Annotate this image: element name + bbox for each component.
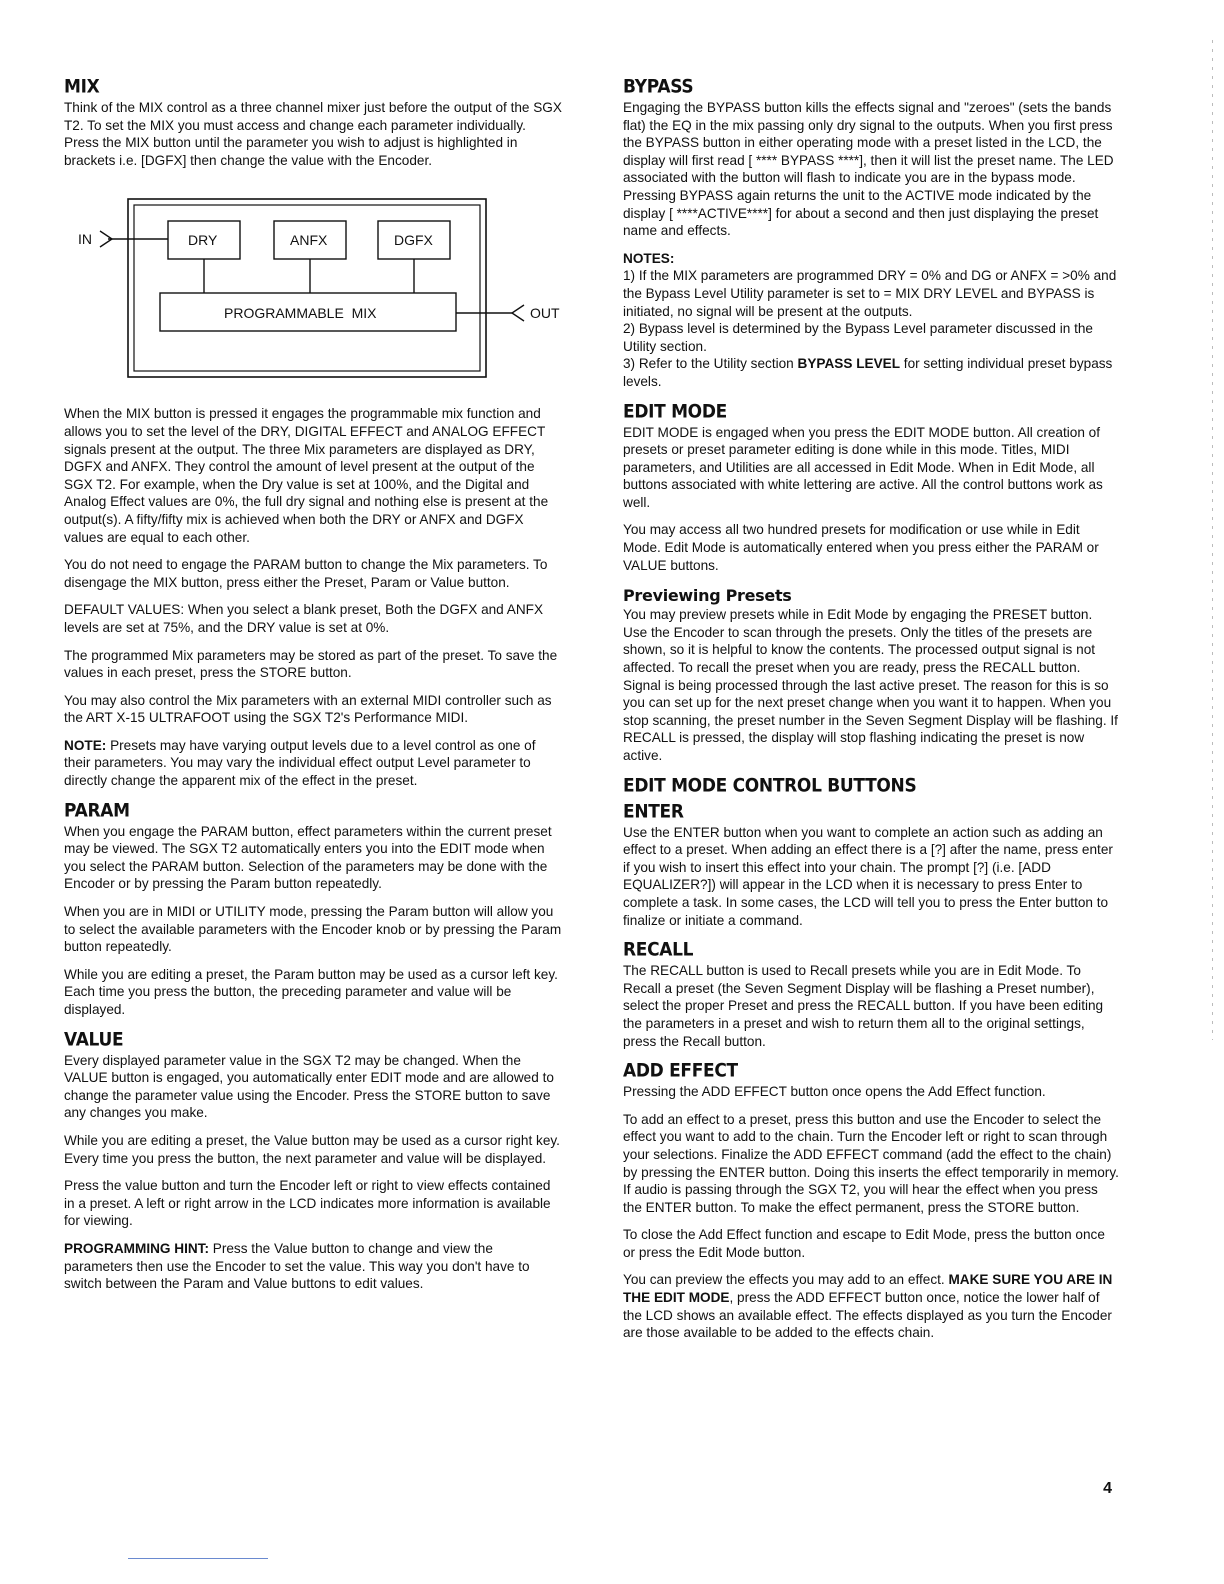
bypass-notes-title: NOTES: [623, 250, 675, 266]
previewing-presets-paragraph: You may preview presets while in Edit Mode by engaging the PRESET button. Use the Encoder to scan through the presets. Only the titles of the presets are shown, so it is helpful to know the contents. The processed output signal is not affected. To recall the preset when you are ready, press the RECALL button. Signal is being processed through the last active preset. The reason for this is so you can set up for the next preset change when you want it to happen. When you stop scanning, the preset number in the Seven Segment Display will be flashing. If RECALL is pressed, the display will stop flashing indicating the preset is now active. [623, 607, 1118, 763]
section-mix [64, 78, 564, 790]
edit-mode-paragraph-1: EDIT MODE is engaged when you press the EDIT MODE button. All creation of presets or preset parameter editing is done while in this mode. Titles, MIDI parameters, and Utilities are all accessed in Edit Mode. When in Edit Mode, all buttons associated with white lettering are active. All the control buttons work as well. [623, 424, 1103, 510]
add-effect-p4-post: , press the ADD EFFECT button once, notice the lower half of the LCD shows an available effect. The effects displayed as you turn the Encoder are those available to be added to the effects chain. [623, 1290, 1112, 1341]
diagram-out-label: OUT [530, 305, 560, 322]
section-enter [623, 800, 1119, 930]
bypass-note-1: 1) If the MIX parameters are programmed DRY = 0% and DG or ANFX = >0% and the Bypass Level Utility parameter is set to = MIX DRY LEVEL and BYPASS is initiated, no signal will be present at the outputs. [623, 268, 1117, 319]
bypass-paragraph-1: Engaging the BYPASS button kills the effects signal and "zeroes" (sets the bands flat) the EQ in the mix passing only dry signal to the outputs. When you first press the BYPASS button in either operating mode with a preset listed in the LCD, the display will first read [ **** BYPASS ****], then it will list the preset name. The LED associated with the button will flash to indicate you are in the bypass mode. Pressing BYPASS again returns the unit to the ACTIVE mode indicated by the display [ ****ACTIVE****] for about a second and then just displaying the preset name and effects. [623, 100, 1114, 239]
value-paragraph-2: While you are editing a preset, the Value button may be used as a cursor right key. Every time you press the button, the next parameter and value will be displayed. [64, 1132, 560, 1166]
value-hint-label: PROGRAMMING HINT: [64, 1240, 209, 1256]
mix-note [64, 737, 564, 790]
enter-paragraph: Use the ENTER button when you want to complete an action such as adding an effect to a preset. When adding an effect there is a [?] after the name, press enter if you wish to insert this effect into your chain. The prompt [?] (i.e. [ADD EQUALIZER?]) will appear in the LCD when it is necessary to press Enter to complete a task. In some cases, the LCD will tell you to press the Enter button to finalize or initiate a command. [623, 824, 1113, 928]
mix-paragraph-2: You do not need to engage the PARAM button to change the Mix parameters. To disengage the MIX button, press either the Preset, Param or Value button. [64, 557, 548, 590]
diagram-programmable-mix: PROGRAMMABLE MIX [224, 305, 377, 322]
param-heading: PARAM [64, 800, 130, 822]
edit-mode-heading: EDIT MODE [623, 400, 727, 423]
param-paragraph-2: When you are in MIDI or UTILITY mode, pressing the Param button will allow you to select the available parameters with the Encoder knob or by pressing the Param button repeatedly. [64, 904, 562, 955]
add-effect-paragraph-3: To close the Add Effect function and escape to Edit Mode, press the button once or press the Edit Mode button. [623, 1227, 1105, 1260]
value-hint [64, 1240, 564, 1293]
mix-diagram [64, 187, 564, 387]
value-heading: VALUE [64, 1028, 124, 1051]
mix-paragraph-5: You may also control the Mix parameters with an external MIDI controller such as the ART X-15 ULTRAFOOT using the SGX T2's Performance MIDI. [64, 692, 552, 726]
bypass-note-2: 2) Bypass level is determined by the Bypass Level parameter discussed in the Utility section. [623, 321, 1093, 354]
right-column [623, 78, 1119, 1354]
bypass-note-3 [623, 355, 1119, 390]
diagram-in-label: IN [78, 231, 92, 248]
recall-paragraph: The RECALL button is used to Recall presets while you are in Edit Mode. To Recall a preset (the Seven Segment Display will be flashing a Preset number), select the proper Preset and press the RECALL button. If you have been editing the parameters in a preset and wish to return them all to the original settings, press the Recall button. [623, 963, 1104, 1049]
edit-mode-paragraph-2: You may access all two hundred presets for modification or use while in Edit Mode. Edit Mode is automatically entered when you press either the PARAM or VALUE buttons. [623, 522, 1099, 573]
value-hint-text: Press the Value button to change and view the parameters then use the Encoder to set the value. This way you don't have to switch between the Param and Value buttons to edit values. [64, 1240, 530, 1292]
page-number: 4 [1103, 1480, 1112, 1497]
section-recall [623, 941, 1119, 1050]
mix-paragraph-3: DEFAULT VALUES: When you select a blank preset, Both the DGFX and ANFX levels are set at 75%, and the DRY value is set at 0%. [64, 602, 544, 635]
mix-diagram-lines [64, 187, 564, 387]
enter-heading: ENTER [623, 800, 684, 823]
bottom-rule [128, 1558, 268, 1559]
section-param [64, 802, 564, 1019]
param-paragraph-1: When you engage the PARAM button, effect parameters within the current preset may be viewed. The SGX T2 automatically enters you into the EDIT mode when you select the PARAM button. Selection of the parameters may be done with the Encoder or by pressing the Param button repeatedly. [64, 823, 552, 892]
diagram-dgfx-box: DGFX [394, 232, 433, 249]
section-add-effect [623, 1062, 1119, 1342]
add-effect-paragraph-2: To add an effect to a preset, press this button and use the Encoder to select the effect you want to add to the chain. Turn the Encoder left or right to scan through your selections. Finalize the ADD EFFECT command (add the effect to the chain) by pressing the ENTER button. Doing this inserts the effect temporarily in memory. If audio is passing through the SGX T2, you will hear the effect when you press the ENTER button. To make the effect permanent, press the STORE button. [623, 1111, 1119, 1215]
mix-paragraph-1: When the MIX button is pressed it engages the programmable mix function and allows you to set the level of the DRY, DIGITAL EFFECT and ANALOG EFFECT signals present at the output. The three Mix parameters are displayed as DRY, DGFX and ANFX. They control the amount of level present at the output of the SGX T2. For example, when the Dry value is set at 100%, and the Digital and Analog Effect values are 0%, the full dry signal and nothing else is present at the output(s). A fifty/fifty mix is achieved when both the DRY or ANFX and DGFX values are equal to each other. [64, 406, 549, 545]
mix-intro: Think of the MIX control as a three channel mixer just before the output of the SGX T2. To set the MIX you must access and change each parameter individually. Press the MIX button until the parameter you wish to adjust is highlighted in brackets i.e. [DGFX] then change the value with the Encoder. [64, 100, 562, 168]
mix-note-label: NOTE: [64, 737, 107, 753]
add-effect-paragraph-1: Pressing the ADD EFFECT button once opens the Add Effect function. [623, 1084, 1046, 1100]
page-edge-scan-mark [1212, 40, 1213, 1040]
bypass-note-3-pre: 3) Refer to the Utility section [623, 356, 798, 372]
bypass-note-3-bold: BYPASS LEVEL [797, 356, 901, 372]
diagram-dry-box: DRY [188, 232, 218, 249]
add-effect-heading: ADD EFFECT [623, 1060, 738, 1083]
mix-heading: MIX [64, 76, 100, 98]
value-paragraph-3: Press the value button and turn the Encoder left or right to view effects contained in a preset. A left or right arrow in the LCD indicates more information is available for viewing. [64, 1178, 551, 1229]
left-column [64, 78, 564, 1305]
bypass-heading: BYPASS [623, 76, 694, 98]
previewing-presets-heading: Previewing Presets [623, 586, 792, 606]
add-effect-p4-pre: You can preview the effects you may add to an effect. [623, 1272, 949, 1288]
recall-heading: RECALL [623, 939, 694, 962]
section-edit-mode-control-buttons [623, 774, 1119, 797]
edit-mode-control-buttons-heading: EDIT MODE CONTROL BUTTONS [623, 774, 917, 797]
section-bypass [623, 78, 1119, 391]
add-effect-p4-bold: MAKE SURE YOU ARE IN THE EDIT MODE [623, 1272, 1113, 1306]
add-effect-paragraph-4 [623, 1271, 1119, 1341]
mix-note-text: Presets may have varying output levels due to a level control as one of their parameters. You may vary the individual effect output Level parameter to directly change the apparent mix of the effect in the preset. [64, 737, 536, 789]
mix-paragraph-4: The programmed Mix parameters may be stored as part of the preset. To save the values in each preset, press the STORE button. [64, 647, 558, 681]
section-previewing-presets [623, 586, 1119, 764]
diagram-anfx-box: ANFX [290, 232, 328, 249]
section-edit-mode [623, 400, 1119, 575]
param-paragraph-3: While you are editing a preset, the Param button may be used as a cursor left key. Each time you press the button, the preceding parameter and value will be displayed. [64, 966, 558, 1017]
section-value [64, 1028, 564, 1293]
bypass-note-3-post: for setting individual preset bypass levels. [623, 356, 1113, 389]
value-paragraph-1: Every displayed parameter value in the SGX T2 may be changed. When the VALUE button is engaged, you automatically enter EDIT mode and are allowed to change the parameter value using the Encoder. Press the STORE button to save any changes you make. [64, 1052, 554, 1121]
